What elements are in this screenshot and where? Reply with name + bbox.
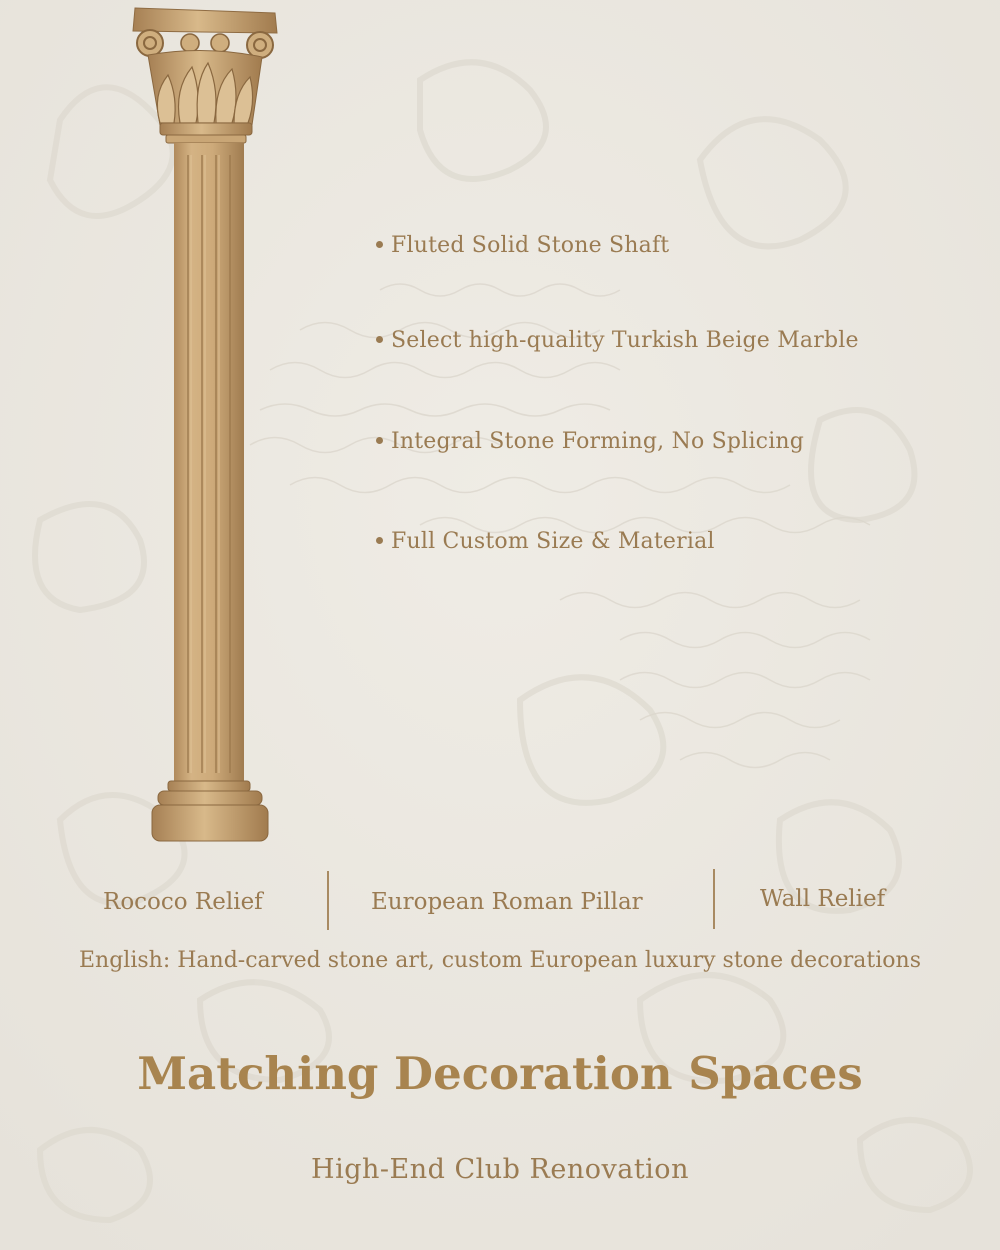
bullet-icon	[376, 537, 383, 544]
feature-item	[376, 233, 669, 258]
feature-list	[376, 0, 986, 600]
feature-item	[376, 429, 804, 454]
category-european-roman-pillar: European Roman Pillar	[371, 889, 643, 915]
bullet-icon	[376, 336, 383, 343]
category-divider	[327, 871, 329, 930]
section-title: Matching Decoration Spaces	[137, 1047, 863, 1100]
category-divider	[713, 869, 715, 929]
category-rococo-relief: Rococo Relief	[103, 889, 263, 915]
feature-label: Fluted Solid Stone Shaft	[391, 233, 670, 258]
bullet-icon	[376, 437, 383, 444]
category-wall-relief: Wall Relief	[760, 886, 886, 912]
feature-label: Full Custom Size & Material	[391, 529, 715, 554]
tagline: English: Hand-carved stone art, custom European luxury stone decorations	[79, 948, 921, 973]
feature-item	[376, 529, 715, 554]
feature-label: Integral Stone Forming, No Splicing	[391, 429, 805, 454]
section-subtitle: High-End Club Renovation	[311, 1154, 689, 1185]
feature-item	[376, 328, 859, 353]
roman-pillar-illustration	[130, 5, 280, 850]
bullet-icon	[376, 241, 383, 248]
feature-label: Select high-quality Turkish Beige Marble	[391, 328, 859, 353]
